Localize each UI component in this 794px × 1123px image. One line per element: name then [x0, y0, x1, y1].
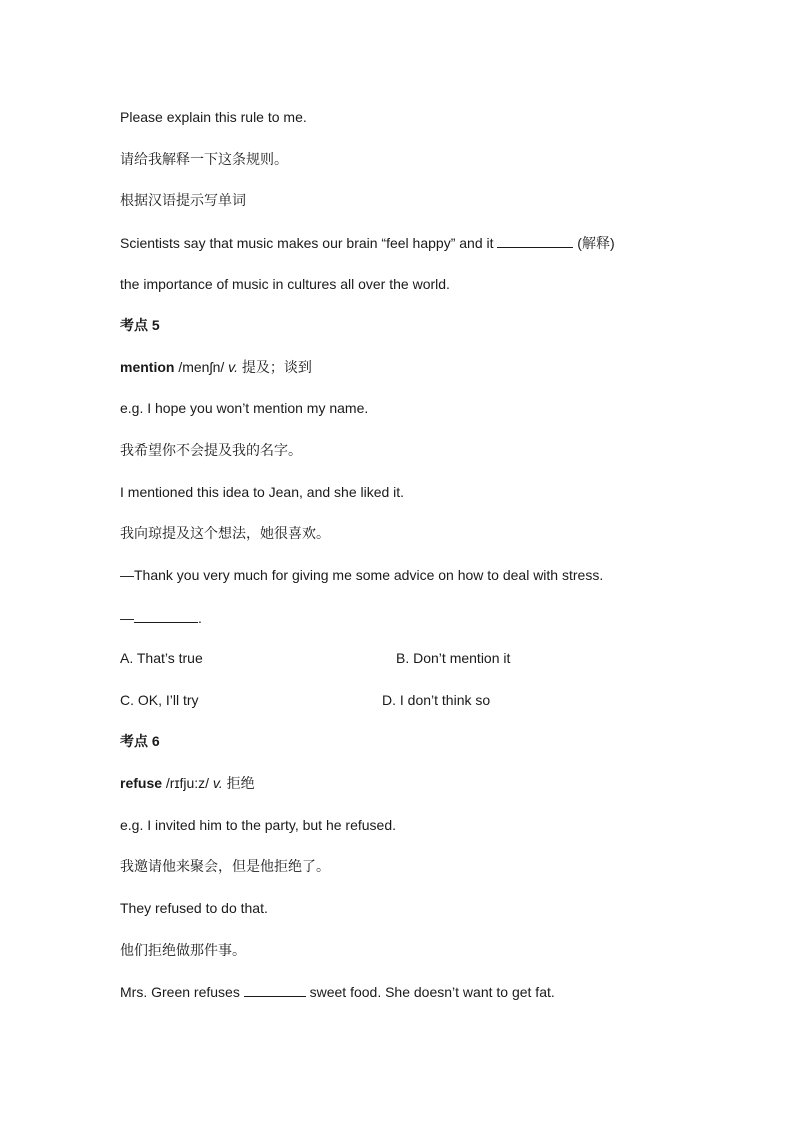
option-d: D. I don’t think so	[382, 692, 491, 708]
exercise-text-part1: Scientists say that music makes our brain “feel happy” and it	[120, 235, 494, 251]
point6-example2-zh: 他们拒绝做那件事。	[120, 942, 246, 958]
point6-example2-en: They refused to do that.	[120, 900, 268, 916]
example-sentence-zh: 请给我解释一下这条规则。	[120, 151, 288, 167]
point5-example1-en: e.g. I hope you won’t mention my name.	[120, 400, 369, 416]
vocab-meaning: 拒绝	[226, 775, 255, 791]
vocab-word: mention	[120, 359, 175, 375]
point6-example1-en: e.g. I invited him to the party, but he refused.	[120, 817, 397, 833]
answer-blank	[497, 233, 573, 248]
exercise-sentence	[120, 233, 615, 252]
point6-exercise	[120, 982, 555, 1001]
exercise-hint: (解释)	[577, 235, 615, 251]
exercise-sentence-continued: the importance of music in cultures all over the world.	[120, 276, 450, 292]
exercise-heading: 根据汉语提示写单词	[120, 192, 246, 208]
point5-example2-en: I mentioned this idea to Jean, and she liked it.	[120, 484, 405, 500]
answer-blank	[134, 608, 198, 623]
dialog-question: —Thank you very much for giving me some advice on how to deal with stress.	[120, 567, 604, 583]
option-b: B. Don’t mention it	[396, 650, 511, 666]
exercise-text-part2: sweet food. She doesn’t want to get fat.	[309, 984, 555, 1000]
point6-heading: 考点 6	[120, 733, 160, 749]
dialog-answer	[120, 608, 202, 627]
point5-example2-zh: 我向琼提及这个想法，她很喜欢。	[120, 525, 330, 541]
dialog-answer-period: .	[198, 610, 202, 626]
vocab-pos: v.	[212, 775, 223, 791]
option-a: A. That’s true	[120, 650, 203, 666]
point5-vocab-entry	[120, 358, 312, 376]
point6-example1-zh: 我邀请他来聚会，但是他拒绝了。	[120, 858, 330, 874]
example-sentence-en: Please explain this rule to me.	[120, 109, 307, 125]
point5-heading: 考点 5	[120, 317, 160, 333]
vocab-meaning: 提及；谈到	[241, 359, 312, 375]
option-c: C. OK, I’ll try	[120, 692, 199, 708]
vocab-phonetic: /rɪfju:z/	[165, 775, 210, 791]
answer-blank	[244, 982, 306, 997]
vocab-pos: v.	[228, 359, 239, 375]
exercise-text-part1: Mrs. Green refuses	[120, 984, 240, 1000]
dialog-answer-dash: —	[120, 610, 134, 626]
vocab-word: refuse	[120, 775, 163, 791]
point6-vocab-entry	[120, 774, 255, 792]
point5-example1-zh: 我希望你不会提及我的名字。	[120, 442, 302, 458]
vocab-phonetic: /menʃn/	[178, 359, 225, 375]
